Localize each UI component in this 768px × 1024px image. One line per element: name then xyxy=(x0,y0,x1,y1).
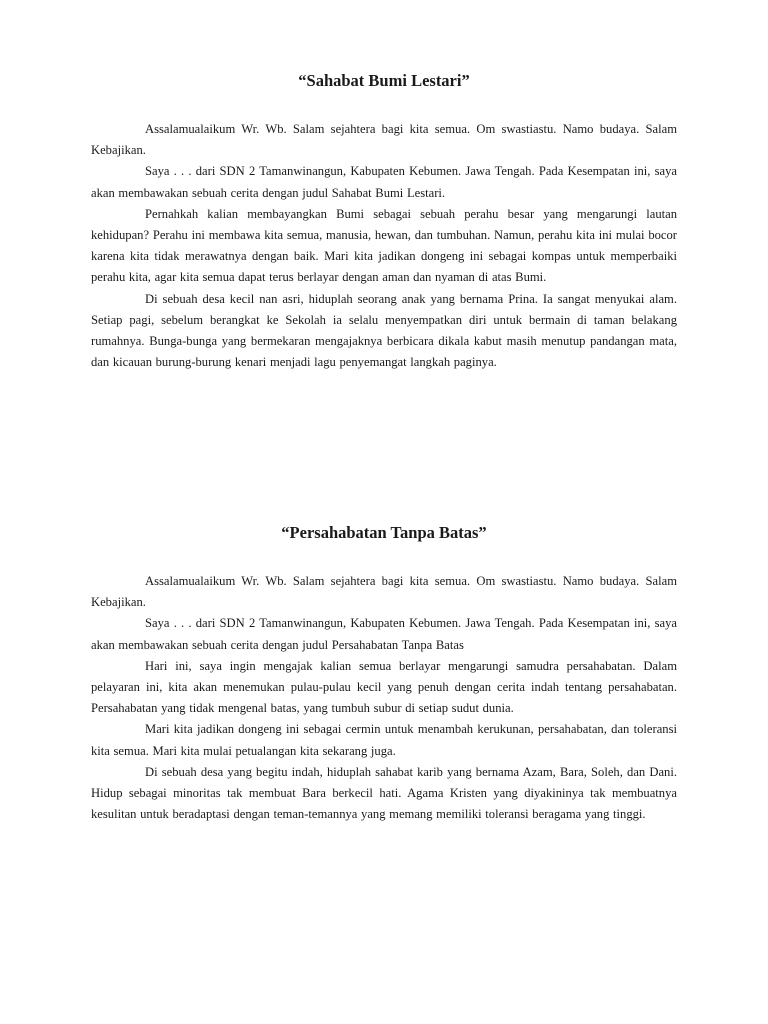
story-section-persahabatan-tanpa-batas xyxy=(91,520,677,825)
paragraph-greeting: Assalamualaikum Wr. Wb. Salam sejahtera bagi kita semua. Om swastiastu. Namo budaya. Salam Kebajikan. xyxy=(91,574,677,610)
story-section-sahabat-bumi-lestari xyxy=(91,68,677,373)
paragraph-opening: Hari ini, saya ingin mengajak kalian semua berlayar mengarungi samudra persahabatan. Dalam pelayaran ini, kita akan menemukan pulau-pulau kecil yang penuh dengan cerita indah tentang persahabatan. Persahabatan yang tidak mengenal batas, yang tumbuh subur di setiap sudut dunia. xyxy=(91,658,677,716)
paragraph-greeting: Assalamualaikum Wr. Wb. Salam sejahtera bagi kita semua. Om swastiastu. Namo budaya. Salam Kebajikan. xyxy=(91,122,677,158)
story-title: “Sahabat Bumi Lestari” xyxy=(298,71,470,90)
paragraph-opening: Pernahkah kalian membayangkan Bumi sebagai sebuah perahu besar yang mengarungi lautan kehidupan? Perahu ini membawa kita semua, manusia, hewan, dan tumbuhan. Namun, perahu kita ini mulai bocor karena kita tidak merawatnya dengan baik. Mari kita jadikan dongeng ini sebagai kompas untuk memperbaiki perahu kita, agar kita semua dapat terus berlayar dengan aman dan nyaman di atas Bumi. xyxy=(91,206,677,285)
story-title: “Persahabatan Tanpa Batas” xyxy=(281,523,487,542)
paragraph-introduction: Saya . . . dari SDN 2 Tamanwinangun, Kabupaten Kebumen. Jawa Tengah. Pada Kesempatan ini, saya akan membawakan sebuah cerita dengan judul Persahabatan Tanpa Batas xyxy=(91,616,677,652)
paragraph-story: Di sebuah desa yang begitu indah, hiduplah sahabat karib yang bernama Azam, Bara, Soleh, dan Dani. Hidup sebagai minoritas tak membuat Bara berkecil hati. Agama Kristen yang diyakininya tak membuatnya kesulitan untuk beradaptasi dengan teman-temannya yang memang memiliki toleransi beragama yang tinggi. xyxy=(91,764,677,822)
paragraph-introduction: Saya . . . dari SDN 2 Tamanwinangun, Kabupaten Kebumen. Jawa Tengah. Pada Kesempatan ini, saya akan membawakan sebuah cerita dengan judul Sahabat Bumi Lestari. xyxy=(91,164,677,200)
paragraph-invitation: Mari kita jadikan dongeng ini sebagai cermin untuk menambah kerukunan, persahabatan, dan toleransi kita semua. Mari kita mulai petualangan kita sekarang juga. xyxy=(91,722,677,758)
paragraph-story: Di sebuah desa kecil nan asri, hiduplah seorang anak yang bernama Prina. Ia sangat menyukai alam. Setiap pagi, sebelum berangkat ke Sekolah ia selalu menyempatkan diri untuk bermain di taman belakang rumahnya. Bunga-bunga yang bermekaran mengajaknya berbicara dikala kabut masih menutup pandangan mata, dan kicauan burung-burung kenari menjadi lagu penyemangat langkah paginya. xyxy=(91,291,677,370)
